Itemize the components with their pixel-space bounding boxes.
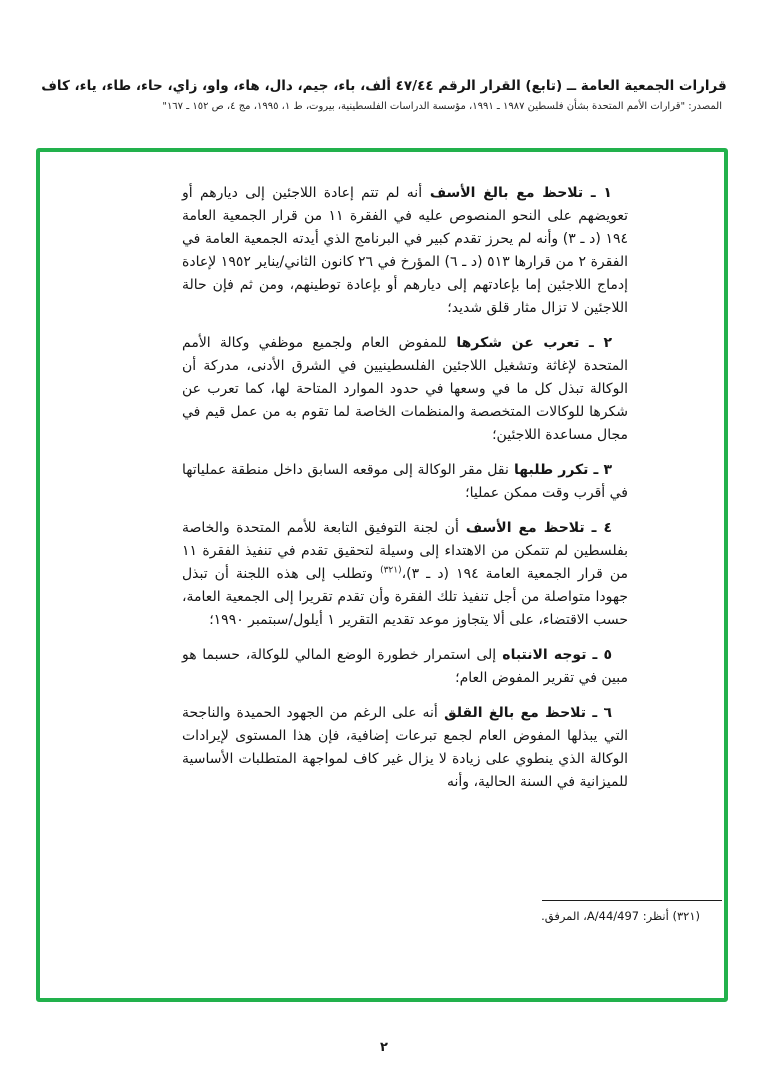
resolution-paragraph-2 <box>182 332 628 447</box>
paragraph-number: ٤ ـ <box>584 520 612 536</box>
document-frame <box>36 148 728 1002</box>
paragraph-text: إلى استمرار خطورة الوضع المالي للوكالة، حسبما هو مبين في تقرير المفوض العام؛ <box>182 647 628 686</box>
paragraph-text: أنه على الرغم من الجهود الحميدة والناجحة التي يبذلها المفوض العام لجمع تبرعات إضافية، فإن هذا المستوى لإيرادات الوكالة الذي ينطوي على زيادة لا يزال غير كاف لمواجهة المتطلبات الأساسية للميزانية في السنة الحالية، وأنه <box>182 705 628 790</box>
resolution-body <box>182 182 628 806</box>
paragraph-text: أن لجنة التوفيق التابعة للأمم المتحدة والخاصة بفلسطين لم تتمكن من الاهتداء إلى وسيلة لتحقيق تقدم في تنفيذ الفقرة ١١ من قرار الجمعية العامة ١٩٤ (د ـ ٣)، <box>182 520 628 582</box>
page-number: ٢ <box>380 1040 388 1055</box>
paragraph-number: ٢ ـ <box>579 335 612 351</box>
source-citation: المصدر: "قرارات الأمم المتحدة بشأن فلسطين ١٩٨٧ ـ ١٩٩١، مؤسسة الدراسات الفلسطينية، بيروت، ط ١، ١٩٩٥، مج ٤، ص ١٥٢ ـ ١٦٧" <box>162 101 722 112</box>
paragraph-text: للمفوض العام ولجميع موظفي وكالة الأمم المتحدة لإغاثة وتشغيل اللاجئين الفلسطينيين في الشرق الأدنى، مدركة أن الوكالة تبذل كل ما في وسعها في حدود الموارد المتاحة لها، كما تعرب عن شكرها للوكالات المتخصصة والمنظمات الخاصة لما تقوم به من عمل قيم في مجال مساعدة اللاجئين؛ <box>182 335 628 443</box>
paragraph-lead: تلاحظ مع الأسف <box>458 520 585 536</box>
paragraph-lead: تلاحظ مع بالغ القلق <box>437 705 587 721</box>
paragraph-lead: تلاحظ مع بالغ الأسف <box>422 185 584 201</box>
paragraph-number: ٣ ـ <box>588 462 613 478</box>
footnote-separator <box>542 900 722 901</box>
paragraph-number: ١ ـ <box>583 185 612 201</box>
resolution-paragraph-5 <box>182 644 628 690</box>
footnote-text: (٣٢١) أنظر: A/44/497، المرفق. <box>541 909 700 923</box>
paragraph-text: نقل مقر الوكالة إلى موقعه السابق داخل منطقة عملياتها في أقرب وقت ممكن عمليا؛ <box>182 462 628 501</box>
paragraph-lead: تكرر طلبها <box>508 462 589 478</box>
resolution-paragraph-6 <box>182 702 628 794</box>
footnote-area <box>80 900 722 924</box>
paragraph-lead: تعرب عن شكرها <box>446 335 580 351</box>
footnote-ref: (٣٢١) <box>380 565 402 576</box>
resolution-paragraph-4 <box>182 517 628 632</box>
paragraph-text: أنه لم تتم إعادة اللاجئين إلى ديارهم أو تعويضهم على النحو المنصوص عليه في الفقرة ١١ من قرار الجمعية العامة ١٩٤ (د ـ ٣) وأنه لم يحرز تقدم كبير في البرنامج الذي أيدته الجمعية العامة في الفقرة ٢ من قرارها ٥١٣ (د ـ ٦) المؤرخ في ٢٦ كانون الثاني/يناير ١٩٥٢ لإعادة إدماج اللاجئين إما بإعادتهم إلى ديارهم أو بإعادة توطينهم، ومن ثم فإن حالة اللاجئين لا تزال مثار قلق شديد؛ <box>182 185 628 316</box>
page-title: قرارات الجمعية العامة ــ (تابع) القرار الرقم ٤٧/٤٤ ألف، باء، جيم، دال، هاء، واو، زاي، حاء، طاء، ياء، كاف <box>41 78 727 94</box>
paragraph-text-cont: وتطلب إلى هذه اللجنة أن تبذل جهودا متواصلة من أجل تنفيذ تلك الفقرة وأن تقدم تقريرا إلى الجمعية العامة، حسب الاقتضاء، على ألا يتجاوز موعد تقديم التقرير ١ أيلول/سبتمبر ١٩٩٠؛ <box>182 566 628 628</box>
paragraph-number: ٦ ـ <box>586 705 612 721</box>
resolution-paragraph-1 <box>182 182 628 320</box>
paragraph-number: ٥ ـ <box>586 647 612 663</box>
paragraph-lead: توجه الانتباه <box>496 647 587 663</box>
resolution-paragraph-3 <box>182 459 628 505</box>
